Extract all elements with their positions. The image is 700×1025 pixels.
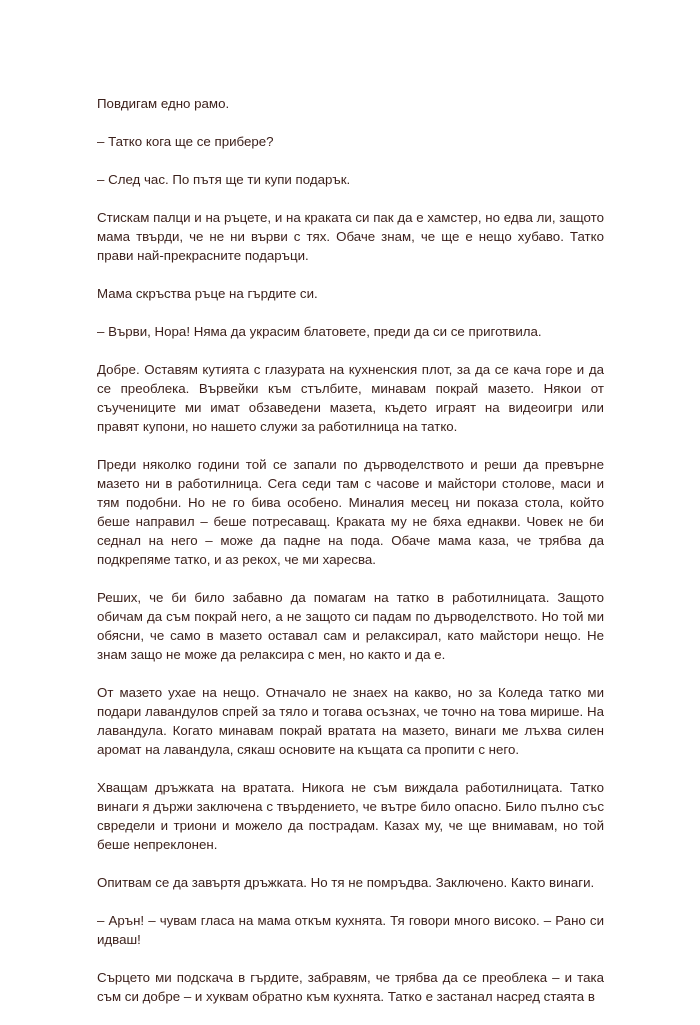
paragraph: Сърцето ми подскача в гърдите, забравям, че трябва да се преоблека – и така съм си добре – и хуквам обратно към кухнята. Татко е застанал насред стаята в (97, 970, 604, 1004)
paragraph: Реших, че би било забавно да помагам на татко в работилницата. Защото обичам да съм покрай него, а не защото си падам по дърводелството. Но той ми обясни, че само в мазето оставал сам и релаксирал, като майстори нещо. Не знам защо не може да релаксира с мен, но както и да е. (97, 590, 604, 662)
paragraph: – Татко кога ще се прибере? (97, 134, 274, 149)
paragraph: Мама скръства ръце на гърдите си. (97, 286, 318, 301)
paragraph: Хващам дръжката на вратата. Никога не съм виждала работилницата. Татко винаги я държи заключена с твърдението, че вътре било опасно. Било пълно със свредели и триони и можело да пострадам. Казах му, че ще внимавам, но той беше непреклонен. (97, 780, 604, 852)
paragraph: – Арън! – чувам гласа на мама откъм кухнята. Тя говори много високо. – Рано си идваш! (97, 913, 604, 947)
paragraph: От мазето ухае на нещо. Отначало не знаех на какво, но за Коледа татко ми подари лавандулов спрей за тяло и тогава осъзнах, че точно на това мирише. На лавандула. Когато минавам покрай вратата на мазето, винаги ме лъхва силен аромат на лавандула, сякаш основите на къщата са пропити с него. (97, 685, 604, 757)
body-text (97, 94, 604, 1025)
paragraph: Преди няколко години той се запали по дърводелството и реши да превърне мазето ни в работилница. Сега седи там с часове и майстори столове, маси и тям подобни. Но не го бива особено. Миналия месец ни показа стола, който беше направил – беше потресаващ. Краката му не бяха еднакви. Човек не би седнал на него – може да падне на пода. Обаче мама каза, че трябва да подкрепяме татко, и аз рекох, че ми харесва. (97, 457, 604, 567)
paragraph: Добре. Оставям кутията с глазурата на кухненския плот, за да се кача горе и да се преоблека. Вървейки към стълбите, минавам покрай мазето. Някои от съучениците ми имат обзаведени мазета, където играят на видеоигри или правят купони, но нашето служи за работилница на татко. (97, 362, 604, 434)
paragraph: Опитвам се да завъртя дръжката. Но тя не помръдва. Заключено. Както винаги. (97, 875, 595, 890)
paragraph: – Върви, Нора! Няма да украсим блатовете, преди да си се приготвила. (97, 324, 542, 339)
paragraph: Стискам палци и на ръцете, и на краката си пак да е хамстер, но едва ли, защото мама твърди, че не ни върви с тях. Обаче знам, че ще е нещо хубаво. Татко прави най-прекрасните подаръци. (97, 210, 604, 263)
paragraph: Повдигам едно рамо. (97, 96, 230, 111)
paragraph: – След час. По пътя ще ти купи подарък. (97, 172, 351, 187)
